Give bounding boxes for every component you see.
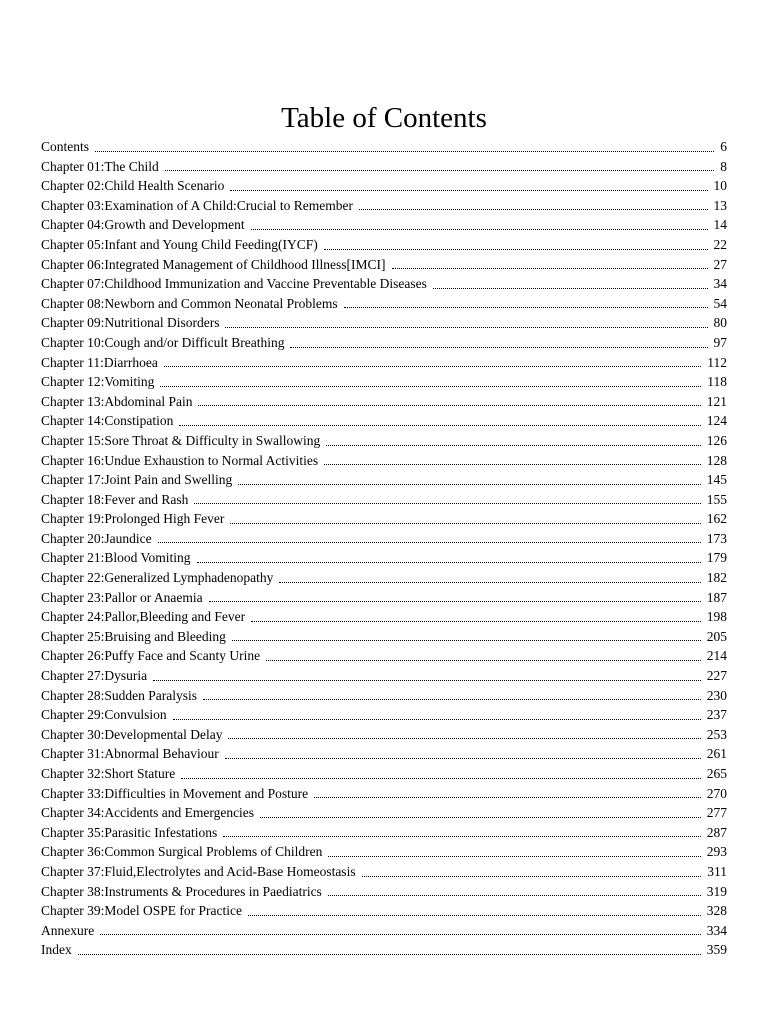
dot-leader (209, 601, 701, 602)
toc-entry-page-number: 22 (713, 236, 727, 252)
toc-entry[interactable] (41, 313, 727, 333)
toc-entry[interactable] (41, 255, 727, 275)
dot-leader (153, 680, 701, 681)
toc-entry[interactable] (41, 882, 727, 902)
dot-leader (164, 366, 701, 367)
toc-entry-label: Chapter 16:Undue Exhaustion to Normal Activities (41, 452, 319, 468)
toc-entry-page-number: 270 (706, 785, 727, 801)
dot-leader (362, 876, 702, 877)
toc-entry-page-number: 277 (706, 805, 727, 821)
toc-entry-label: Chapter 26:Puffy Face and Scanty Urine (41, 648, 261, 664)
toc-entry[interactable] (41, 392, 727, 412)
toc-entry-page-number: 230 (706, 687, 727, 703)
toc-entry-label: Chapter 02:Child Health Scenario (41, 178, 225, 194)
toc-entry[interactable] (41, 588, 727, 608)
toc-entry[interactable] (41, 607, 727, 627)
toc-entry-page-number: 359 (706, 942, 727, 958)
dot-leader (328, 856, 700, 857)
table-of-contents (41, 137, 727, 960)
toc-entry[interactable] (41, 921, 727, 941)
toc-entry-page-number: 319 (706, 883, 727, 899)
toc-entry-label: Chapter 23:Pallor or Anaemia (41, 589, 203, 605)
toc-entry[interactable] (41, 137, 727, 157)
toc-entry-label: Chapter 07:Childhood Immunization and Vaccine Preventable Diseases (41, 276, 427, 292)
toc-entry-label: Annexure (41, 922, 95, 938)
toc-entry-label: Chapter 29:Convulsion (41, 707, 167, 723)
toc-entry-page-number: 13 (713, 197, 727, 213)
dot-leader (324, 464, 701, 465)
toc-entry-label: Index (41, 942, 72, 958)
dot-leader (160, 386, 701, 387)
toc-entry[interactable] (41, 333, 727, 353)
dot-leader (251, 229, 708, 230)
toc-entry[interactable] (41, 490, 727, 510)
toc-entry-label: Chapter 25:Bruising and Bleeding (41, 628, 226, 644)
dot-leader (225, 758, 701, 759)
toc-entry-page-number: 80 (713, 315, 727, 331)
toc-entry[interactable] (41, 901, 727, 921)
dot-leader (232, 640, 701, 641)
dot-leader (433, 288, 708, 289)
toc-entry[interactable] (41, 725, 727, 745)
toc-entry-label: Chapter 20:Jaundice (41, 530, 152, 546)
dot-leader (344, 307, 708, 308)
toc-entry-page-number: 124 (706, 413, 727, 429)
dot-leader (179, 425, 700, 426)
toc-entry-page-number: 10 (713, 178, 727, 194)
dot-leader (359, 209, 708, 210)
toc-entry-page-number: 328 (706, 903, 727, 919)
toc-entry-page-number: 198 (706, 609, 727, 625)
toc-entry-label: Chapter 22:Generalized Lymphadenopathy (41, 570, 274, 586)
toc-entry-label: Chapter 15:Sore Throat & Difficulty in Swallowing (41, 432, 321, 448)
toc-entry-page-number: 173 (706, 530, 727, 546)
toc-entry-page-number: 293 (706, 844, 727, 860)
toc-entry-page-number: 128 (706, 452, 727, 468)
toc-entry-label: Chapter 17:Joint Pain and Swelling (41, 472, 233, 488)
toc-entry-label: Chapter 36:Common Surgical Problems of Children (41, 844, 323, 860)
toc-entry[interactable] (41, 274, 727, 294)
dot-leader (173, 719, 701, 720)
toc-entry-label: Chapter 27:Dysuria (41, 668, 148, 684)
toc-entry-label: Chapter 33:Difficulties in Movement and Posture (41, 785, 309, 801)
toc-entry[interactable] (41, 568, 727, 588)
toc-entry-page-number: 227 (706, 668, 727, 684)
toc-entry-label: Chapter 12:Vomiting (41, 374, 155, 390)
dot-leader (181, 778, 701, 779)
toc-entry[interactable] (41, 294, 727, 314)
dot-leader (230, 190, 707, 191)
dot-leader (266, 660, 701, 661)
toc-entry-page-number: 214 (706, 648, 727, 664)
dot-leader (203, 699, 701, 700)
toc-entry-page-number: 187 (706, 589, 727, 605)
toc-entry-label: Chapter 08:Newborn and Common Neonatal Problems (41, 295, 338, 311)
toc-entry[interactable] (41, 784, 727, 804)
toc-entry[interactable] (41, 627, 727, 647)
toc-entry-label: Chapter 28:Sudden Paralysis (41, 687, 197, 703)
toc-entry[interactable] (41, 823, 727, 843)
dot-leader (290, 347, 707, 348)
toc-entry-label: Chapter 18:Fever and Rash (41, 491, 189, 507)
toc-entry-page-number: 261 (706, 746, 727, 762)
toc-entry-page-number: 6 (720, 139, 727, 154)
toc-entry[interactable] (41, 646, 727, 666)
toc-entry-page-number: 27 (713, 256, 727, 272)
dot-leader (100, 934, 701, 935)
toc-entry-label: Chapter 39:Model OSPE for Practice (41, 903, 242, 919)
dot-leader (324, 249, 708, 250)
dot-leader (230, 523, 700, 524)
toc-entry-page-number: 118 (707, 374, 727, 390)
toc-entry-label: Chapter 30:Developmental Delay (41, 726, 223, 742)
toc-entry-page-number: 8 (720, 158, 727, 174)
toc-entry-page-number: 54 (713, 295, 727, 311)
dot-leader (279, 582, 700, 583)
dot-leader (260, 817, 701, 818)
toc-entry-page-number: 155 (706, 491, 727, 507)
toc-entry-page-number: 287 (706, 824, 727, 840)
toc-entry[interactable] (41, 744, 727, 764)
dot-leader (78, 954, 701, 955)
toc-entry[interactable] (41, 686, 727, 706)
toc-entry-label: Chapter 38:Instruments & Procedures in Paediatrics (41, 883, 322, 899)
dot-leader (314, 797, 701, 798)
dot-leader (228, 738, 700, 739)
dot-leader (238, 484, 701, 485)
toc-entry-page-number: 97 (713, 334, 727, 350)
dot-leader (392, 268, 708, 269)
dot-leader (326, 445, 701, 446)
dot-leader (198, 405, 700, 406)
toc-entry[interactable] (41, 548, 727, 568)
toc-entry[interactable] (41, 215, 727, 235)
toc-entry-page-number: 126 (706, 432, 727, 448)
toc-entry[interactable] (41, 372, 727, 392)
toc-entry-label: Chapter 21:Blood Vomiting (41, 550, 191, 566)
toc-entry-page-number: 253 (706, 726, 727, 742)
toc-entry-label: Chapter 24:Pallor,Bleeding and Fever (41, 609, 246, 625)
toc-entry[interactable] (41, 411, 727, 431)
toc-entry[interactable] (41, 235, 727, 255)
toc-entry-label: Chapter 31:Abnormal Behaviour (41, 746, 219, 762)
toc-entry-page-number: 162 (706, 511, 727, 527)
toc-entry-page-number: 334 (706, 922, 727, 938)
dot-leader (328, 895, 701, 896)
page-title: Table of Contents (281, 102, 487, 134)
toc-entry-label: Chapter 37:Fluid,Electrolytes and Acid-Base Homeostasis (41, 863, 356, 879)
toc-entry[interactable] (41, 764, 727, 784)
toc-entry-page-number: 121 (706, 393, 727, 409)
dot-leader (251, 621, 701, 622)
toc-entry-page-number: 265 (706, 766, 727, 781)
toc-entry[interactable] (41, 431, 727, 451)
toc-entry[interactable] (41, 529, 727, 549)
dot-leader (194, 503, 700, 504)
toc-entry[interactable] (41, 862, 727, 882)
toc-entry-label: Chapter 06:Integrated Management of Childhood Illness[IMCI] (41, 256, 386, 272)
toc-entry-label: Chapter 01:The Child (41, 158, 159, 174)
toc-entry[interactable] (41, 353, 727, 373)
toc-entry-label: Chapter 14:Constipation (41, 413, 174, 429)
toc-entry-label: Chapter 11:Diarrhoea (41, 354, 158, 370)
toc-entry-page-number: 237 (706, 707, 727, 723)
toc-entry[interactable] (41, 803, 727, 823)
toc-entry[interactable] (41, 451, 727, 471)
toc-entry[interactable] (41, 470, 727, 490)
toc-entry-label: Chapter 04:Growth and Development (41, 217, 245, 233)
toc-entry-label: Chapter 10:Cough and/or Difficult Breathing (41, 334, 285, 350)
toc-entry-page-number: 182 (706, 570, 727, 586)
toc-entry[interactable] (41, 842, 727, 862)
toc-entry[interactable] (41, 940, 727, 960)
toc-entry-label: Chapter 09:Nutritional Disorders (41, 315, 220, 331)
dot-leader (197, 562, 701, 563)
dot-leader (158, 542, 701, 543)
toc-entry[interactable] (41, 176, 727, 196)
toc-entry-label: Chapter 34:Accidents and Emergencies (41, 805, 255, 821)
toc-entry-page-number: 14 (713, 217, 727, 233)
dot-leader (225, 327, 707, 328)
toc-entry[interactable] (41, 705, 727, 725)
toc-entry-page-number: 311 (707, 863, 727, 879)
toc-entry-label: Chapter 32:Short Stature (41, 766, 176, 781)
toc-entry-label: Chapter 05:Infant and Young Child Feeding(IYCF) (41, 236, 318, 252)
dot-leader (95, 151, 714, 152)
dot-leader (165, 170, 715, 171)
toc-entry-label: Contents (41, 139, 90, 154)
toc-entry-label: Chapter 13:Abdominal Pain (41, 393, 193, 409)
toc-entry-label: Chapter 35:Parasitic Infestations (41, 824, 218, 840)
toc-entry-page-number: 145 (706, 472, 727, 488)
toc-entry[interactable] (41, 666, 727, 686)
toc-entry-label: Chapter 19:Prolonged High Fever (41, 511, 225, 527)
dot-leader (223, 836, 701, 837)
toc-entry[interactable] (41, 509, 727, 529)
toc-entry-page-number: 34 (713, 276, 727, 292)
toc-entry[interactable] (41, 157, 727, 177)
toc-entry-page-number: 112 (707, 354, 727, 370)
toc-entry-page-number: 205 (706, 628, 727, 644)
toc-entry-label: Chapter 03:Examination of A Child:Crucial to Remember (41, 197, 353, 213)
dot-leader (248, 915, 701, 916)
toc-entry-page-number: 179 (706, 550, 727, 566)
toc-entry[interactable] (41, 196, 727, 216)
